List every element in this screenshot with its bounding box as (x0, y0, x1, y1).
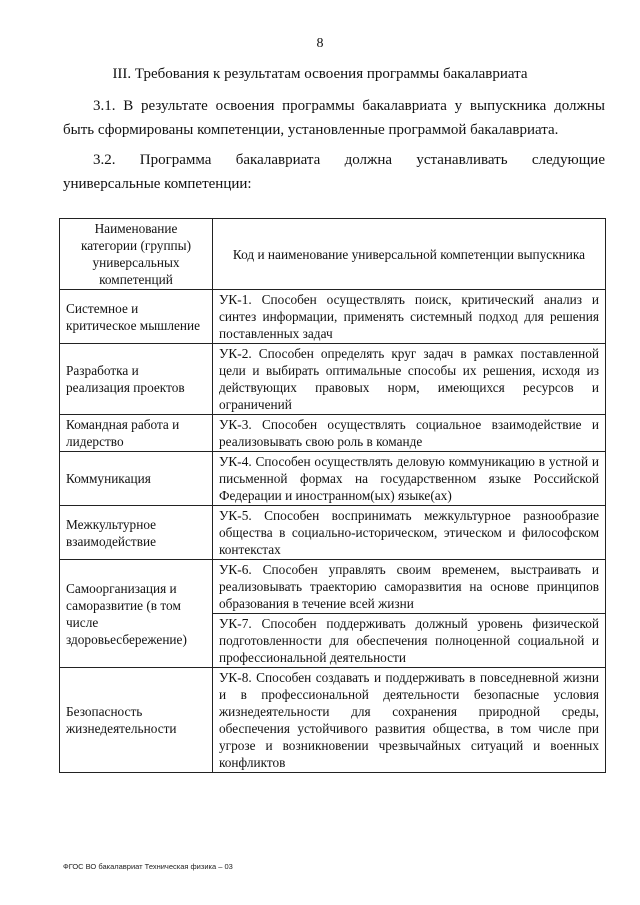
competence-cell: УК-7. Способен поддерживать должный уровень физической подготовленности для обеспечения полноценной социальной и профессиональной деятельности (213, 614, 606, 668)
table-row (60, 290, 606, 344)
category-cell: Межкультурное взаимодействие (60, 506, 213, 560)
page-number: 8 (316, 36, 324, 51)
competence-cell: УК-4. Способен осуществлять деловую коммуникацию в устной и письменной формах на государственном языке Российской Федерации и иностранном(ых) языке(ах) (213, 452, 606, 506)
table-row (60, 506, 606, 560)
category-cell: Системное и критическое мышление (60, 290, 213, 344)
competence-cell: УК-8. Способен создавать и поддерживать в повседневной жизни и в профессиональной деятельности безопасные условия жизнедеятельности для сохранения природной среды, обеспечения устойчивого развития общества, в том числе при угрозе и возникновении чрезвычайных ситуаций и военных конфликтов (213, 668, 606, 773)
paragraph-line: 3.2. Программа бакалавриата должна устанавливать следующие (93, 152, 605, 168)
category-cell: Самоорганизация и саморазвитие (в том числе здоровьесбережение) (60, 560, 213, 668)
footer-text: ФГОС ВО бакалавриат Техническая физика – 03 (63, 862, 233, 871)
table-row (60, 668, 606, 773)
table-row (60, 344, 606, 415)
competence-table (59, 218, 606, 773)
table-row (60, 560, 606, 614)
category-cell: Командная работа и лидерство (60, 415, 213, 452)
paragraph-3-1 (63, 94, 605, 142)
table-header-row (60, 219, 606, 290)
paragraph-line: 3.1. В результате освоения программы бакалавриата у выпускника должны (93, 98, 605, 114)
section-title: III. Требования к результатам освоения программы бакалавриата (112, 66, 528, 82)
competence-cell: УК-5. Способен воспринимать межкультурное разнообразие общества в социально-историческом, этическом и философском контекстах (213, 506, 606, 560)
table-row (60, 452, 606, 506)
category-cell: Разработка и реализация проектов (60, 344, 213, 415)
paragraph-line: быть сформированы компетенции, установленные программой бакалавриата. (63, 122, 559, 138)
paragraph-3-2 (63, 148, 605, 196)
header-category: Наименование категории (группы) универсальных компетенций (60, 219, 213, 290)
category-cell: Безопасность жизнедеятельности (60, 668, 213, 773)
competence-cell: УК-3. Способен осуществлять социальное взаимодействие и реализовывать свою роль в команде (213, 415, 606, 452)
competence-cell: УК-1. Способен осуществлять поиск, критический анализ и синтез информации, применять системный подход для решения поставленных задач (213, 290, 606, 344)
category-cell: Коммуникация (60, 452, 213, 506)
table-row (60, 415, 606, 452)
competence-cell: УК-6. Способен управлять своим временем, выстраивать и реализовывать траекторию саморазвития на основе принципов образования в течение всей жизни (213, 560, 606, 614)
competence-cell: УК-2. Способен определять круг задач в рамках поставленной цели и выбирать оптимальные способы их решения, исходя из действующих правовых норм, имеющихся ресурсов и ограничений (213, 344, 606, 415)
header-competence: Код и наименование универсальной компетенции выпускника (213, 219, 606, 290)
paragraph-line: универсальные компетенции: (63, 176, 252, 192)
